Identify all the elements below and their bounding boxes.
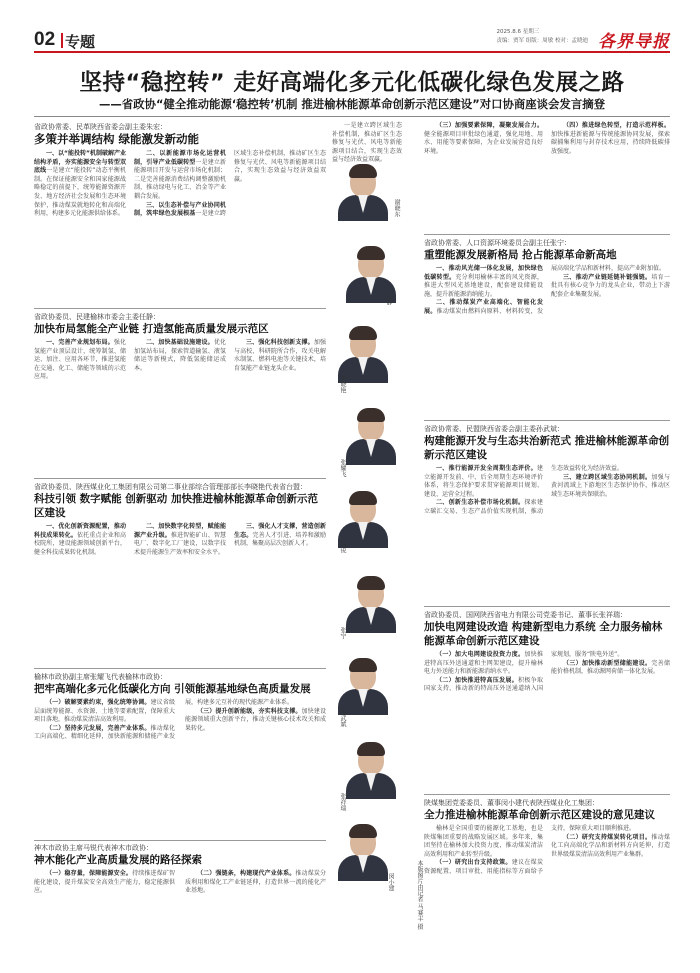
article-kicker: 省政协委员、陕西煤业化工集团有限公司第二事业部综合管理部部长李晓艳代表省台盟： xyxy=(34,483,307,491)
article-title: 全力推进榆林能源革命创新示范区建设的意见建议 xyxy=(424,809,655,821)
photo-column xyxy=(332,143,404,973)
portrait-photo xyxy=(332,161,394,221)
issue-date: 2025.8.6 星期三 xyxy=(496,29,540,35)
article-body: （三）加强要素保障，凝聚发展合力。健全能源项目审批绿色通道，强化用地、用水、用能等要素保障，为企业发展营造良好环境。 （四）推进绿色转型，打造示范样板。加快推进新能源与传统能源协同发展，探索碳捕集利用与封存技术应用，持续降低碳排放强度。 xyxy=(424,122,670,155)
photo-caption: 张祥瑞 xyxy=(339,793,346,811)
article-title: 神木能化产业高质量发展的路径探索 xyxy=(34,854,202,866)
portrait-photo xyxy=(332,323,394,383)
article-kicker: 陕煤集团党委委员、董事闵小建代表陕西煤业化工集团： xyxy=(424,799,599,807)
article-kicker: 省政协常委、民革陕西省委会副主委朱宏： xyxy=(34,123,167,131)
photo-caption: 张宁 xyxy=(339,627,346,639)
article-separator xyxy=(424,234,670,235)
portrait-photo xyxy=(332,655,394,715)
masthead xyxy=(34,27,670,53)
article-title: 构建能源开发与生态共治新范式 推进榆林能源革命创新示范区建设 xyxy=(424,435,670,461)
article-separator xyxy=(424,606,670,607)
article-body: 一、推行能源开发全周期生态评价。建立能源开发前、中、后全周期生态环境评价体系，将生态保护要求贯穿能源项目规划、建设、运营全过程。 二、创新生态补偿市场化机制。探索建立碳汇交易、生态产品价值实现机制，推动生态效益转化为经济效益。 三、建立跨区域生态协同机制。加强与黄河流域上下游地区生态保护协作，推动区域生态环境共保联治。 xyxy=(424,465,670,515)
article-zhang-ning xyxy=(424,238,670,418)
editor-credits: 责编：贾军 组版：周敏 校对：孟晓迪 xyxy=(496,38,588,44)
article-body: （一）加大电网建设投资力度。加快推进特高压外送通道和主网架建设，提升榆林电力外送能力和新能源消纳水平。 （二）加快推进特高压发展。积极争取国家支持，推动新的特高压外送通道纳入国家规划，服务“陕电外送”。 （三）加快推动新型储能建设。完善储能价格机制，推动源网荷储一体化发展。 xyxy=(424,651,670,693)
article-min-xiaojian xyxy=(424,798,670,970)
article-separator xyxy=(424,794,670,795)
article-zhu-hong-continued xyxy=(332,122,402,164)
photo-caption: 李晓艳 xyxy=(339,375,346,393)
article-zhu-hong xyxy=(34,122,326,306)
article-kicker: 省政协常委、人口资源环境委员会副主任张宁： xyxy=(424,239,571,247)
article-body: （一）破解要素约束，强化统筹协调。建议省级层面统筹能源、水资源、土地等要素配置，保障重大项目落地，推动煤炭清洁高效利用。 （二）坚持多元发展，完善产业体系。推动煤化工向高端化、精细化延伸，加快新能源和储能产业发展，构建多元互补的现代能源产业体系。 （三）提升创新能级，夯实科技支撑。加快建设能源领域重大创新平台，推动关键核心技术攻关和成果转化。 xyxy=(34,699,326,741)
article-separator xyxy=(424,420,670,421)
article-kicker: 省政协委员、国网陕西省电力有限公司党委书记、董事长张祥瑞： xyxy=(424,611,627,619)
photo-caption: 孙武斌 xyxy=(339,709,346,727)
masthead-info xyxy=(497,28,589,46)
article-title: 多策并举调结构 绿能激发新动能 xyxy=(34,132,200,146)
photo-caption: 马锐 xyxy=(339,541,346,553)
article-body: 一、完善产业规划布局。强化氢能产业顶层设计，统筹制氢、储运、加注、应用各环节，推进氢能在交通、化工、储能等领域的示范应用。 二、加快基础设施建设。优化加氢站布局，探索管道输氢、液氢储运等新模式，降低氢能储运成本。 三、强化科技创新支撑。加强与高校、科研院所合作，攻关电解水制氢、燃料电池等关键技术，培育氢能产业链龙头企业。 xyxy=(34,339,326,381)
page-subheadline: ——省政协“健全推动能源‘稳控转’机制 推进榆林能源革命创新示范区建设”对口协商座谈会发言摘登 xyxy=(98,97,605,111)
article-title: 科技引领 数字赋能 创新驱动 加快推进榆林能源革命创新示范区建设 xyxy=(34,493,318,519)
photo-caption: 张耀飞 xyxy=(339,459,346,477)
article-body: 一、优化创新资源配置，推动科技成果转化。依托重点企业和高校院所，建设能源领域创新平台，健全科技成果转化机制。 二、加快数字化转型，赋能能源产业升级。推进智能矿山、智慧电厂、数字化工厂建设，以数字技术提升能源生产效率和安全水平。 三、强化人才支撑，营造创新生态。完善人才引进、培养和激励机制，集聚高层次创新人才。 xyxy=(34,523,326,556)
photo-caption: 闵小建 xyxy=(387,873,394,891)
article-zhang-xiangrui xyxy=(424,610,670,792)
section-name: 专题 xyxy=(65,33,96,51)
article-body: 榆林是全国重要的能源化工基地，也是陕煤集团重要的战略发展区域。多年来，集团坚持在榆林加大投资力度，推动煤炭清洁高效利用和产业转型升级。 （一）研究出台支持政策。建议在煤炭资源配置、项目审批、用能指标等方面给予支持，保障重大项目顺利推进。 （二）研究支持煤炭转化项目。推动煤化工向高端化学品和新材料方向延伸，打造世界级煤炭清洁高效利用产业集群。 xyxy=(424,825,670,875)
newspaper-logo: 各界导报 xyxy=(598,32,670,52)
masthead-divider xyxy=(61,33,63,48)
article-ma-rui xyxy=(34,843,326,969)
page-headline: 坚持“稳控转” 走好高端化多元化低碳化绿色发展之路 xyxy=(79,70,625,96)
article-kicker: 榆林市政协副主席张耀飞代表榆林市政协： xyxy=(34,673,167,681)
article-title: 重塑能源发展新格局 抢占能源革命新高地 xyxy=(424,249,617,261)
article-body: （一）稳存量，保障能源安全。持续推进煤矿智能化建设，提升煤炭安全高效生产能力，稳定能源供应。 （二）强链条，构建现代产业体系。推动煤炭分质利用和煤化工产业链延伸，打造世界一流的能化产业基地。 xyxy=(34,870,326,895)
article-separator xyxy=(34,308,326,309)
headline-rule xyxy=(34,116,670,117)
photo-byline: 本版图片由记者 马赛丰 摄 xyxy=(416,860,423,930)
article-ma-rui-continued xyxy=(424,122,670,226)
article-title: 加快电网建设改造 构建新型电力系统 全力服务榆林能源革命创新示范区建设 xyxy=(424,621,663,647)
article-zhang-yaofei xyxy=(34,672,326,838)
article-kicker: 神木市政协主席马锐代表神木市政协： xyxy=(34,844,153,852)
article-li-xiaoyan xyxy=(34,482,326,666)
photo-caption: 任静 xyxy=(385,293,392,305)
portrait-photo xyxy=(340,739,402,799)
portrait-photo xyxy=(340,573,402,633)
article-kicker: 省政协委员、民建榆林市委会主委任静： xyxy=(34,313,160,321)
article-body: 一是建立跨区域生态补偿机制，推动矿区生态修复与光伏、风电等新能源项目结合，实现生态效益与经济效益双赢。 xyxy=(332,122,402,164)
article-title: 加快布局氢能全产业链 打造氢能高质量发展示范区 xyxy=(34,323,269,335)
article-kicker: 省政协常委、民盟陕西省委会副主委孙武斌： xyxy=(424,425,564,433)
article-body: 一、推动风光储一体化发展，加快绿色低碳转型。充分利用榆林丰富的风光资源，推进大型风光基地建设，配套建设储能设施，提升新能源消纳能力。 二、推动煤炭产业高端化、智能化发展。推动煤炭由燃料向原料、材料转变，发展高端化学品和新材料，提高产业附加值。 三、推动产业链延链补链强链。培育一批具有核心竞争力的龙头企业，带动上下游配套企业集聚发展。 xyxy=(424,265,670,315)
portrait-photo xyxy=(340,243,402,303)
article-sun-wubin xyxy=(424,424,670,604)
portrait-photo xyxy=(340,405,402,465)
article-separator xyxy=(34,668,326,669)
portrait-photo xyxy=(332,821,394,881)
article-body: 一、以“能投转”机制破解产业结构矛盾，夯实能源安全与转型双底线一是建立“能投转”动态平衡机制。在保证能源安全和国家能源战略稳定的前提下，统筹能源资源开发、地方经济社会发展和生态环境保护，推动煤炭就地转化和高端化利用，构建多元化能源供给体系。 二、以新能源市场化运营机制，引导产业低碳转型一是建立新能源项目开发与运营市场化机制；二是完善能源消费结构调整激励机制，推动绿电与化工、冶金等产业耦合发展。 三、以生态补偿与产业协同机制，筑牢绿色发展根基一是建立跨区域生态补偿机制，推动矿区生态修复与光伏、风电等新能源项目结合，实现生态效益与经济效益双赢。 xyxy=(34,150,326,218)
photo-caption: 谢晓东 xyxy=(393,199,400,217)
article-title: 把牢高端化多元化低碳化方向 引领能源基地绿色高质量发展 xyxy=(34,683,311,695)
article-separator xyxy=(34,840,326,841)
article-separator xyxy=(34,478,326,479)
article-ren-jing xyxy=(34,312,326,476)
page-number: 02 xyxy=(34,29,56,50)
portrait-photo xyxy=(332,488,394,548)
